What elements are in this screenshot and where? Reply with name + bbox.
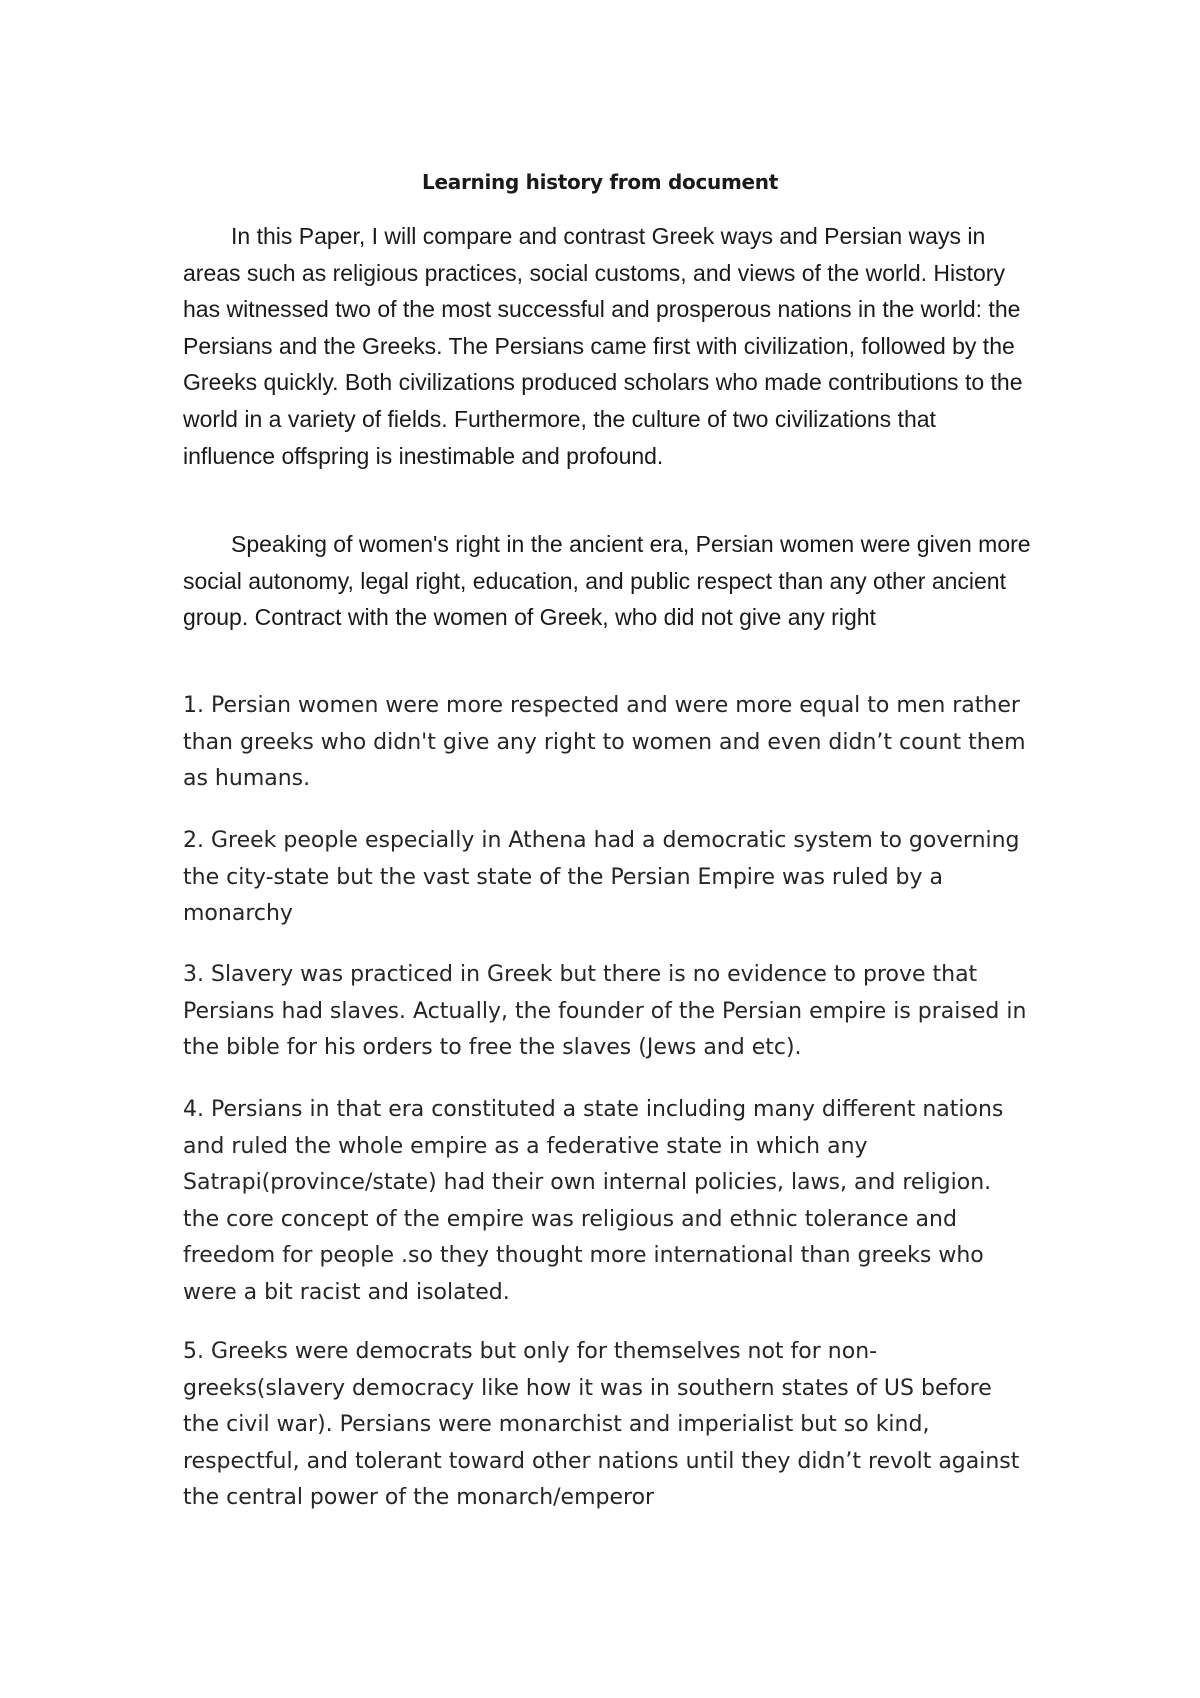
document-title: Learning history from document (422, 170, 778, 194)
womens-rights-paragraph: Speaking of women's right in the ancient era, Persian women were given more social autonomy, legal right, education, and public respect than any other ancient group. Contract with the women of Greek, who did not give any right (183, 531, 1031, 631)
list-item: 2. Greek people especially in Athena had a democratic system to governing the city-state but the vast state of the Persian Empire was ruled by a monarchy (183, 828, 1020, 927)
list-item: 1. Persian women were more respected and were more equal to men rather than greeks who didn't give any right to women and even didn’t count them as humans. (183, 693, 1026, 792)
intro-paragraph: In this Paper, I will compare and contrast Greek ways and Persian ways in areas such as religious practices, social customs, and views of the world. History has witnessed two of the most successful and prosperous nations in the world: the Persians and the Greeks. The Persians came first with civilization, followed by the Greeks quickly. Both civilizations produced scholars who made contributions to the world in a variety of fields. Furthermore, the culture of two civilizations that influence offspring is inestimable and profound. (183, 223, 1023, 469)
list-item: 4. Persians in that era constituted a state including many different nations and ruled the whole empire as a federative state in which any Satrapi(province/state) had their own internal policies, laws, and religion. the core concept of the empire was religious and ethnic tolerance and freedom for people .so they thought more international than greeks who were a bit racist and isolated. (183, 1097, 1004, 1305)
list-item: 3. Slavery was practiced in Greek but there is no evidence to prove that Persians had slaves. Actually, the founder of the Persian empire is praised in the bible for his orders to free the slaves (Jews and etc). (183, 962, 1027, 1061)
list-item: 5. Greeks were democrats but only for themselves not for non-greeks(slavery democracy like how it was in southern states of US before the civil war). Persians were monarchist and imperialist but so kind, respectful, and tolerant toward other nations until they didn’t revolt against the central power of the monarch/emperor (183, 1339, 1020, 1511)
